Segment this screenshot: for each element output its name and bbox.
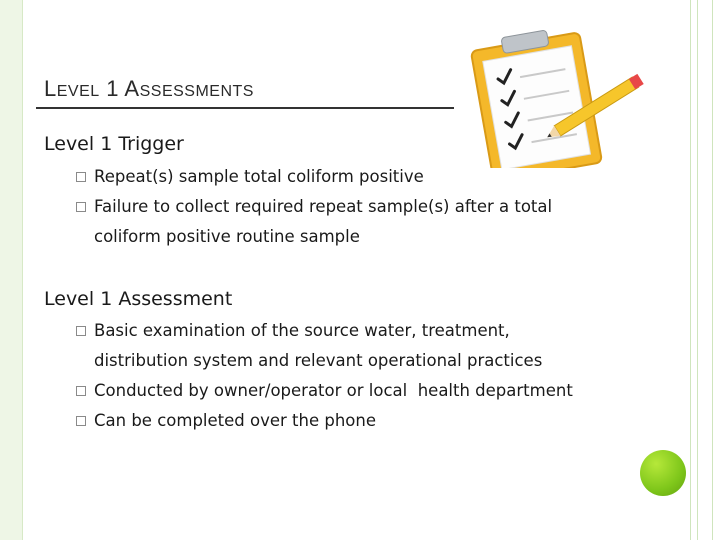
green-circle-decoration: [640, 450, 686, 496]
title-underline: [36, 107, 454, 109]
checkbox-bullet-icon: [76, 326, 86, 336]
section-heading: Level 1 Trigger: [44, 133, 184, 155]
right-decorative-line: [690, 0, 691, 540]
list-item: Repeat(s) sample total coliform positive: [76, 162, 616, 192]
list-item: Conducted by owner/operator or local health department: [76, 376, 616, 406]
list-item: Can be completed over the phone: [76, 406, 616, 436]
left-decorative-band: [0, 0, 23, 540]
list-item: Basic examination of the source water, treatment, distribution system and relevant operational practices: [76, 316, 616, 376]
right-decorative-line: [712, 0, 713, 540]
list-item: Failure to collect required repeat sample(s) after a total coliform positive routine sample: [76, 192, 616, 252]
checkbox-bullet-icon: [76, 172, 86, 182]
bullet-list: [76, 162, 616, 252]
title-text: L: [44, 76, 57, 101]
clipboard-checklist-icon: [460, 28, 650, 168]
right-decorative-line: [697, 0, 698, 540]
checkbox-bullet-icon: [76, 416, 86, 426]
bullet-list: [76, 316, 616, 436]
page-title: LEVEL 1 ASSESSMENTS: [44, 76, 254, 101]
section-heading: Level 1 Assessment: [44, 288, 233, 310]
checkbox-bullet-icon: [76, 202, 86, 212]
checkbox-bullet-icon: [76, 386, 86, 396]
